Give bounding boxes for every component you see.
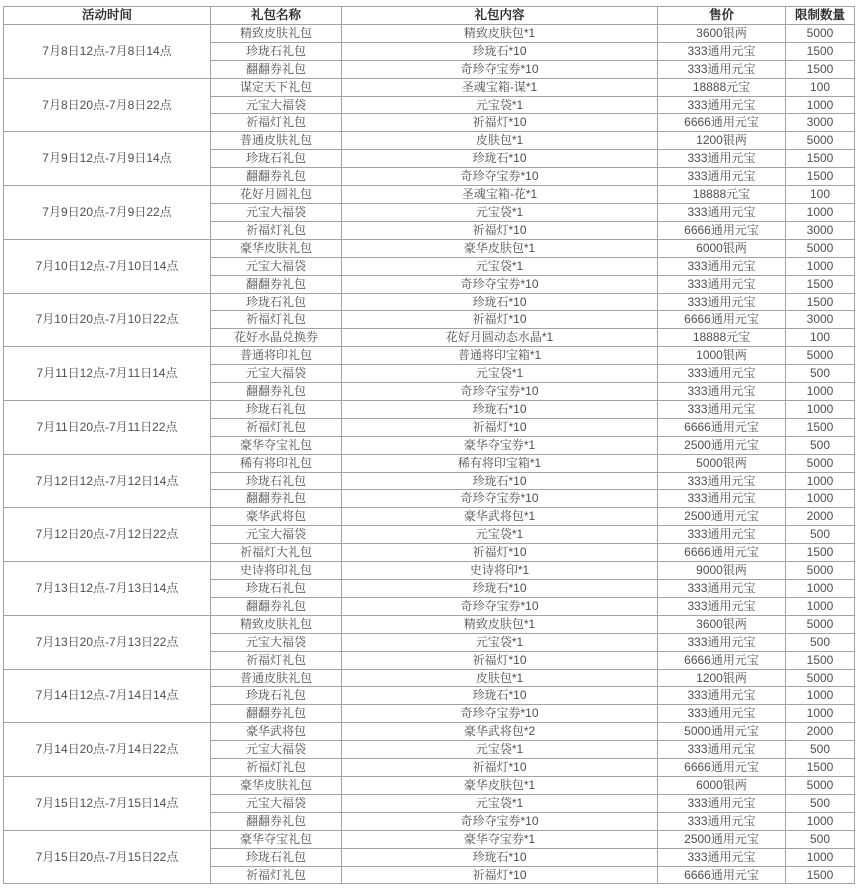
- limit-cell: 1000: [786, 848, 855, 866]
- pack-row: [4, 615, 855, 633]
- pack-name-cell: 珍珑石礼包: [211, 150, 342, 168]
- pack-name-cell: 豪华武将包: [211, 723, 342, 741]
- limit-cell: 500: [786, 365, 855, 383]
- activity-time-cell: 7月12日12点-7月12日14点: [4, 454, 211, 508]
- pack-row: [4, 454, 855, 472]
- pack-name-cell: 元宝大福袋: [211, 633, 342, 651]
- pack-content-cell: 珍珑石*10: [342, 150, 658, 168]
- pack-content-cell: 元宝袋*1: [342, 526, 658, 544]
- col-header-pack-content: 礼包内容: [342, 7, 658, 25]
- pack-name-cell: 普通皮肤礼包: [211, 669, 342, 687]
- pack-content-cell: 豪华武将包*1: [342, 508, 658, 526]
- pack-content-cell: 豪华武将包*2: [342, 723, 658, 741]
- pack-name-cell: 翻翻券礼包: [211, 705, 342, 723]
- price-cell: 5000银两: [658, 454, 786, 472]
- limit-cell: 100: [786, 329, 855, 347]
- pack-content-cell: 祈福灯*10: [342, 651, 658, 669]
- pack-name-cell: 翻翻券礼包: [211, 597, 342, 615]
- price-cell: 333通用元宝: [658, 580, 786, 598]
- price-cell: 333通用元宝: [658, 383, 786, 401]
- limit-cell: 1500: [786, 42, 855, 60]
- pack-row: [4, 723, 855, 741]
- limit-cell: 100: [786, 78, 855, 96]
- pack-content-cell: 皮肤包*1: [342, 669, 658, 687]
- pack-content-cell: 祈福灯*10: [342, 759, 658, 777]
- pack-row: [4, 400, 855, 418]
- price-cell: 6666通用元宝: [658, 114, 786, 132]
- activity-time-cell: 7月8日12点-7月8日14点: [4, 24, 211, 78]
- activity-time-cell: 7月14日12点-7月14日14点: [4, 669, 211, 723]
- price-cell: 6666通用元宝: [658, 651, 786, 669]
- pack-row: [4, 347, 855, 365]
- limit-cell: 1500: [786, 418, 855, 436]
- limit-cell: 1000: [786, 705, 855, 723]
- limit-cell: 1500: [786, 275, 855, 293]
- pack-content-cell: 精致皮肤包*1: [342, 24, 658, 42]
- limit-cell: 1000: [786, 383, 855, 401]
- price-cell: 6000银两: [658, 776, 786, 794]
- pack-name-cell: 祈福灯大礼包: [211, 544, 342, 562]
- pack-content-cell: 珍珑石*10: [342, 472, 658, 490]
- activity-time-cell: 7月13日12点-7月13日14点: [4, 562, 211, 616]
- pack-name-cell: 精致皮肤礼包: [211, 24, 342, 42]
- price-cell: 333通用元宝: [658, 812, 786, 830]
- price-cell: 333通用元宝: [658, 597, 786, 615]
- pack-content-cell: 祈福灯*10: [342, 114, 658, 132]
- limit-cell: 5000: [786, 562, 855, 580]
- pack-content-cell: 元宝袋*1: [342, 257, 658, 275]
- limit-cell: 3000: [786, 114, 855, 132]
- pack-name-cell: 祈福灯礼包: [211, 221, 342, 239]
- pack-content-cell: 珍珑石*10: [342, 293, 658, 311]
- limit-cell: 5000: [786, 776, 855, 794]
- price-cell: 333通用元宝: [658, 60, 786, 78]
- pack-content-cell: 珍珑石*10: [342, 848, 658, 866]
- limit-cell: 1000: [786, 203, 855, 221]
- limit-cell: 1000: [786, 96, 855, 114]
- pack-name-cell: 元宝大福袋: [211, 96, 342, 114]
- price-cell: 18888元宝: [658, 186, 786, 204]
- price-cell: 333通用元宝: [658, 42, 786, 60]
- pack-name-cell: 祈福灯礼包: [211, 311, 342, 329]
- pack-content-cell: 元宝袋*1: [342, 794, 658, 812]
- pack-content-cell: 祈福灯*10: [342, 418, 658, 436]
- pack-content-cell: 珍珑石*10: [342, 580, 658, 598]
- activity-time-cell: 7月15日12点-7月15日14点: [4, 776, 211, 830]
- pack-content-cell: 元宝袋*1: [342, 633, 658, 651]
- limit-cell: 5000: [786, 615, 855, 633]
- pack-content-cell: 豪华皮肤包*1: [342, 776, 658, 794]
- activity-time-cell: 7月10日12点-7月10日14点: [4, 239, 211, 293]
- limit-cell: 1000: [786, 580, 855, 598]
- event-packs-table: [3, 6, 855, 884]
- pack-name-cell: 祈福灯礼包: [211, 418, 342, 436]
- price-cell: 333通用元宝: [658, 741, 786, 759]
- pack-content-cell: 元宝袋*1: [342, 203, 658, 221]
- pack-name-cell: 元宝大福袋: [211, 526, 342, 544]
- limit-cell: 1000: [786, 472, 855, 490]
- pack-name-cell: 祈福灯礼包: [211, 759, 342, 777]
- pack-name-cell: 豪华皮肤礼包: [211, 239, 342, 257]
- pack-name-cell: 翻翻券礼包: [211, 490, 342, 508]
- pack-name-cell: 元宝大福袋: [211, 203, 342, 221]
- price-cell: 333通用元宝: [658, 472, 786, 490]
- limit-cell: 5000: [786, 239, 855, 257]
- activity-time-cell: 7月8日20点-7月8日22点: [4, 78, 211, 132]
- price-cell: 6666通用元宝: [658, 311, 786, 329]
- activity-time-cell: 7月9日12点-7月9日14点: [4, 132, 211, 186]
- price-cell: 333通用元宝: [658, 365, 786, 383]
- limit-cell: 500: [786, 741, 855, 759]
- pack-row: [4, 562, 855, 580]
- pack-content-cell: 元宝袋*1: [342, 365, 658, 383]
- pack-content-cell: 祈福灯*10: [342, 866, 658, 884]
- pack-content-cell: 祈福灯*10: [342, 311, 658, 329]
- limit-cell: 500: [786, 794, 855, 812]
- limit-cell: 5000: [786, 132, 855, 150]
- activity-time-cell: 7月15日20点-7月15日22点: [4, 830, 211, 884]
- pack-content-cell: 奇珍夺宝券*10: [342, 812, 658, 830]
- col-header-activity-time: 活动时间: [4, 7, 211, 25]
- activity-time-cell: 7月10日20点-7月10日22点: [4, 293, 211, 347]
- price-cell: 5000通用元宝: [658, 723, 786, 741]
- limit-cell: 2000: [786, 723, 855, 741]
- pack-name-cell: 豪华夺宝礼包: [211, 830, 342, 848]
- pack-row: [4, 669, 855, 687]
- pack-content-cell: 普通将印宝箱*1: [342, 347, 658, 365]
- limit-cell: 1500: [786, 544, 855, 562]
- price-cell: 1200银两: [658, 669, 786, 687]
- pack-name-cell: 祈福灯礼包: [211, 114, 342, 132]
- limit-cell: 1500: [786, 293, 855, 311]
- limit-cell: 1500: [786, 150, 855, 168]
- pack-content-cell: 精致皮肤包*1: [342, 615, 658, 633]
- pack-content-cell: 豪华皮肤包*1: [342, 239, 658, 257]
- pack-name-cell: 元宝大福袋: [211, 365, 342, 383]
- pack-content-cell: 豪华夺宝券*1: [342, 830, 658, 848]
- limit-cell: 5000: [786, 347, 855, 365]
- pack-name-cell: 祈福灯礼包: [211, 651, 342, 669]
- pack-name-cell: 珍珑石礼包: [211, 848, 342, 866]
- pack-name-cell: 普通皮肤礼包: [211, 132, 342, 150]
- limit-cell: 500: [786, 436, 855, 454]
- price-cell: 333通用元宝: [658, 490, 786, 508]
- pack-name-cell: 花好水晶兑换券: [211, 329, 342, 347]
- limit-cell: 1500: [786, 759, 855, 777]
- pack-name-cell: 豪华皮肤礼包: [211, 776, 342, 794]
- pack-name-cell: 珍珑石礼包: [211, 472, 342, 490]
- pack-row: [4, 78, 855, 96]
- price-cell: 1000银两: [658, 347, 786, 365]
- price-cell: 18888元宝: [658, 78, 786, 96]
- pack-row: [4, 830, 855, 848]
- price-cell: 6666通用元宝: [658, 221, 786, 239]
- activity-time-cell: 7月11日12点-7月11日14点: [4, 347, 211, 401]
- pack-row: [4, 239, 855, 257]
- price-cell: 2500通用元宝: [658, 508, 786, 526]
- pack-content-cell: 奇珍夺宝券*10: [342, 60, 658, 78]
- pack-content-cell: 珍珑石*10: [342, 42, 658, 60]
- limit-cell: 1500: [786, 651, 855, 669]
- limit-cell: 1500: [786, 866, 855, 884]
- limit-cell: 100: [786, 186, 855, 204]
- price-cell: 3600银两: [658, 615, 786, 633]
- price-cell: 6666通用元宝: [658, 418, 786, 436]
- limit-cell: 1500: [786, 60, 855, 78]
- limit-cell: 1000: [786, 687, 855, 705]
- pack-content-cell: 奇珍夺宝券*10: [342, 597, 658, 615]
- price-cell: 333通用元宝: [658, 526, 786, 544]
- limit-cell: 2000: [786, 508, 855, 526]
- pack-name-cell: 珍珑石礼包: [211, 293, 342, 311]
- pack-name-cell: 翻翻券礼包: [211, 60, 342, 78]
- price-cell: 333通用元宝: [658, 275, 786, 293]
- limit-cell: 3000: [786, 221, 855, 239]
- pack-row: [4, 186, 855, 204]
- pack-name-cell: 珍珑石礼包: [211, 580, 342, 598]
- pack-name-cell: 元宝大福袋: [211, 794, 342, 812]
- activity-time-cell: 7月12日20点-7月12日22点: [4, 508, 211, 562]
- activity-time-cell: 7月14日20点-7月14日22点: [4, 723, 211, 777]
- limit-cell: 1000: [786, 597, 855, 615]
- pack-content-cell: 圣魂宝箱-谋*1: [342, 78, 658, 96]
- pack-name-cell: 普通将印礼包: [211, 347, 342, 365]
- pack-name-cell: 谋定天下礼包: [211, 78, 342, 96]
- table-body: [4, 24, 855, 884]
- price-cell: 333通用元宝: [658, 848, 786, 866]
- pack-name-cell: 豪华武将包: [211, 508, 342, 526]
- price-cell: 18888元宝: [658, 329, 786, 347]
- pack-name-cell: 翻翻券礼包: [211, 275, 342, 293]
- price-cell: 333通用元宝: [658, 150, 786, 168]
- pack-content-cell: 祈福灯*10: [342, 544, 658, 562]
- pack-name-cell: 花好月圆礼包: [211, 186, 342, 204]
- pack-name-cell: 珍珑石礼包: [211, 687, 342, 705]
- pack-name-cell: 珍珑石礼包: [211, 42, 342, 60]
- price-cell: 6666通用元宝: [658, 544, 786, 562]
- price-cell: 6666通用元宝: [658, 866, 786, 884]
- limit-cell: 500: [786, 633, 855, 651]
- pack-row: [4, 776, 855, 794]
- limit-cell: 1000: [786, 257, 855, 275]
- pack-name-cell: 翻翻券礼包: [211, 812, 342, 830]
- limit-cell: 3000: [786, 311, 855, 329]
- pack-content-cell: 豪华夺宝券*1: [342, 436, 658, 454]
- pack-row: [4, 24, 855, 42]
- pack-name-cell: 元宝大福袋: [211, 741, 342, 759]
- limit-cell: 1000: [786, 400, 855, 418]
- pack-content-cell: 珍珑石*10: [342, 400, 658, 418]
- pack-content-cell: 史诗将印*1: [342, 562, 658, 580]
- limit-cell: 5000: [786, 454, 855, 472]
- pack-content-cell: 奇珍夺宝券*10: [342, 275, 658, 293]
- pack-name-cell: 史诗将印礼包: [211, 562, 342, 580]
- col-header-price: 售价: [658, 7, 786, 25]
- price-cell: 3600银两: [658, 24, 786, 42]
- price-cell: 333通用元宝: [658, 96, 786, 114]
- col-header-pack-name: 礼包名称: [211, 7, 342, 25]
- pack-content-cell: 奇珍夺宝券*10: [342, 383, 658, 401]
- price-cell: 1200银两: [658, 132, 786, 150]
- pack-content-cell: 圣魂宝箱-花*1: [342, 186, 658, 204]
- price-cell: 6000银两: [658, 239, 786, 257]
- price-cell: 2500通用元宝: [658, 830, 786, 848]
- limit-cell: 5000: [786, 24, 855, 42]
- pack-content-cell: 奇珍夺宝券*10: [342, 490, 658, 508]
- pack-name-cell: 元宝大福袋: [211, 257, 342, 275]
- activity-time-cell: 7月13日20点-7月13日22点: [4, 615, 211, 669]
- price-cell: 333通用元宝: [658, 400, 786, 418]
- pack-row: [4, 508, 855, 526]
- pack-name-cell: 翻翻券礼包: [211, 383, 342, 401]
- price-cell: 9000银两: [658, 562, 786, 580]
- limit-cell: 1000: [786, 490, 855, 508]
- price-cell: 333通用元宝: [658, 794, 786, 812]
- price-cell: 333通用元宝: [658, 687, 786, 705]
- activity-time-cell: 7月9日20点-7月9日22点: [4, 186, 211, 240]
- price-cell: 333通用元宝: [658, 203, 786, 221]
- pack-content-cell: 珍珑石*10: [342, 687, 658, 705]
- limit-cell: 5000: [786, 669, 855, 687]
- price-cell: 333通用元宝: [658, 705, 786, 723]
- price-cell: 333通用元宝: [658, 293, 786, 311]
- price-cell: 2500通用元宝: [658, 436, 786, 454]
- pack-row: [4, 132, 855, 150]
- pack-content-cell: 花好月圆动态水晶*1: [342, 329, 658, 347]
- limit-cell: 500: [786, 526, 855, 544]
- pack-content-cell: 皮肤包*1: [342, 132, 658, 150]
- pack-content-cell: 祈福灯*10: [342, 221, 658, 239]
- col-header-limit: 限制数量: [786, 7, 855, 25]
- pack-content-cell: 稀有将印宝箱*1: [342, 454, 658, 472]
- pack-name-cell: 精致皮肤礼包: [211, 615, 342, 633]
- pack-row: [4, 293, 855, 311]
- price-cell: 333通用元宝: [658, 633, 786, 651]
- price-cell: 333通用元宝: [658, 257, 786, 275]
- pack-name-cell: 豪华夺宝礼包: [211, 436, 342, 454]
- pack-name-cell: 珍珑石礼包: [211, 400, 342, 418]
- activity-time-cell: 7月11日20点-7月11日22点: [4, 400, 211, 454]
- pack-content-cell: 奇珍夺宝券*10: [342, 168, 658, 186]
- price-cell: 333通用元宝: [658, 168, 786, 186]
- limit-cell: 1500: [786, 168, 855, 186]
- pack-name-cell: 稀有将印礼包: [211, 454, 342, 472]
- limit-cell: 500: [786, 830, 855, 848]
- price-cell: 6666通用元宝: [658, 759, 786, 777]
- limit-cell: 1000: [786, 812, 855, 830]
- pack-content-cell: 奇珍夺宝券*10: [342, 705, 658, 723]
- pack-name-cell: 祈福灯礼包: [211, 866, 342, 884]
- pack-content-cell: 元宝袋*1: [342, 96, 658, 114]
- pack-name-cell: 翻翻券礼包: [211, 168, 342, 186]
- header-row: [4, 7, 855, 25]
- pack-content-cell: 元宝袋*1: [342, 741, 658, 759]
